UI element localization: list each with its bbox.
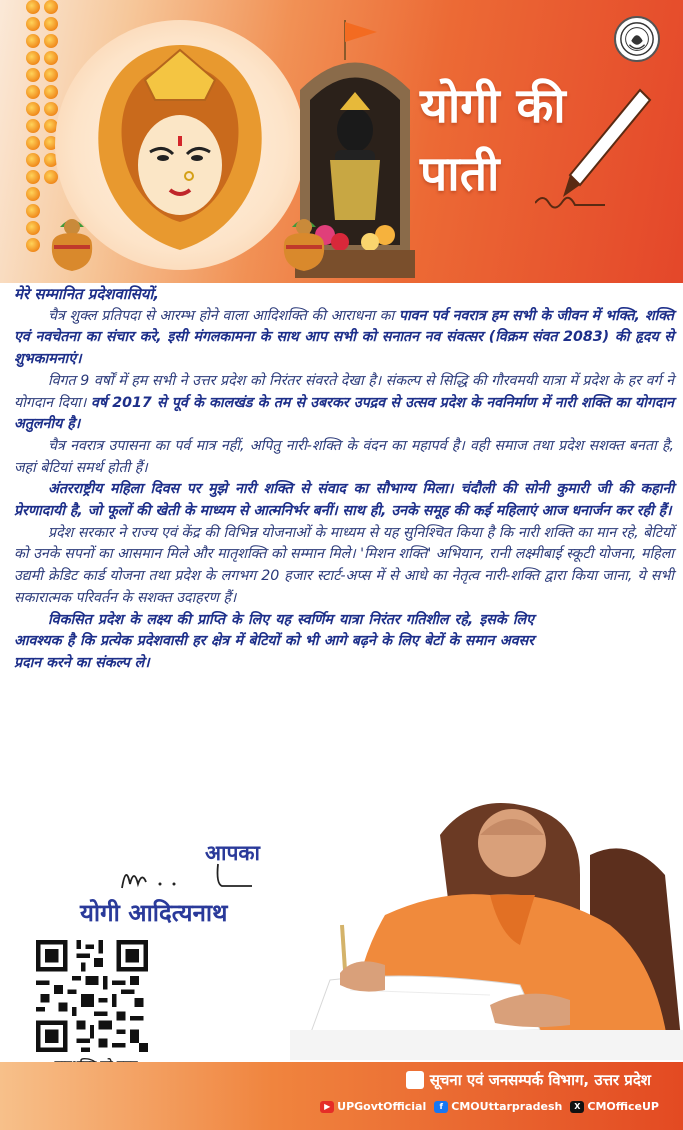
om-emblem-icon — [614, 16, 660, 62]
footer — [0, 1062, 683, 1130]
x-link[interactable] — [570, 1100, 659, 1113]
youtube-link[interactable] — [320, 1100, 426, 1113]
paragraph-2-highlight: वर्ष 2017 से पूर्व के कालखंड के तम से उबरकर उपद्रव से उत्सव प्रदेश के नवनिर्माण में नारी शक्ति का योगदान अतुलनीय है। — [14, 394, 675, 433]
paragraph-2 — [14, 371, 674, 436]
youtube-handle: UPGovtOfficial — [337, 1100, 427, 1113]
banner-header — [0, 0, 683, 283]
title-line-1: योगी की — [420, 78, 566, 134]
x-icon: X — [570, 1101, 584, 1113]
social-links — [320, 1100, 659, 1113]
title-line-2: पाती — [420, 146, 500, 202]
chief-minister-writing-photo — [290, 795, 683, 1060]
paragraph-3: चैत्र नवरात्र उपासना का पर्व मात्र नहीं, अपितु नारी-शक्ति के वंदन का महापर्व है। वही समाज तथा प्रदेश सशक्त बनता है, जहां बेटियां समर्थ होती हैं। — [14, 437, 674, 476]
qr-code[interactable] — [36, 940, 148, 1052]
facebook-link[interactable] — [434, 1100, 562, 1113]
department-credit — [406, 1070, 651, 1090]
closing: आपका — [205, 841, 260, 865]
pen-icon — [535, 85, 655, 215]
kalash-icon — [274, 215, 334, 275]
paragraph-4: अंतरराष्ट्रीय महिला दिवस पर मुझे नारी शक्ति से संवाद का सौभाग्य मिला। चंदौली की सोनी कुमारी जी की कहानी प्रेरणादायी है, जो फूलों की खेती के माध्यम से आत्मनिर्भर बनीं। साथ ही, उनके समूह की कई महिलाएं आज धनार्जन कर रही हैं। — [14, 481, 674, 520]
paragraph-5: प्रदेश सरकार ने राज्य एवं केंद्र की विभिन्न योजनाओं के माध्यम से यह सुनिश्चित किया है कि नारी शक्ति का मान रहे, बेटियों को उनके सपनों का आसमान मिले और मातृशक्ति को सम्मान मिले। 'मिशन शक्ति' अभियान, रानी लक्ष्मीबाई स्कूटी योजना, महिला उद्यमी क्रेडिट कार्ड योजना तथा प्रदेश के लगभग 20 हजार स्टार्ट-अप्स में से आधे का नेतृत्व नारी-शक्ति द्वारा किया जाना, ये सभी सकारात्मक परिवर्तन के सशक्त उदाहरण हैं। — [14, 524, 674, 606]
paragraph-6: विकसित प्रदेश के लक्ष्य की प्राप्ति के लिए यह स्वर्णिम यात्रा निरंतर गतिशील रहे, इसके लिए आवश्यक है कि प्रत्येक प्रदेशवासी हर क्षेत्र में बेटियों को भी आगे बढ़ने के लिए बेटों के समान अवसर प्रदान करने का संकल्प ले। — [14, 611, 534, 671]
salutation: मेरे सम्मानित प्रदेशवासियों, — [14, 285, 160, 303]
kalash-icon — [42, 215, 102, 275]
paragraph-2-start: विगत 9 वर्षों में हम सभी ने उत्तर प्रदेश को निरंतर संवरते देखा है। संकल्प से सिद्धि की गौरवमयी यात्रा में प्रदेश के हर वर्ग ने योगदान दिया। — [14, 372, 674, 411]
facebook-handle: CMOUttarpradesh — [451, 1100, 563, 1113]
paragraph-1-start: चैत्र शुक्ल प्रतिपदा से आरम्भ होने वाला आदिशक्ति की आराधना का — [48, 307, 399, 324]
dept-logo-icon — [406, 1071, 424, 1089]
paragraph-1 — [14, 306, 674, 371]
goddess-durga-image — [85, 40, 275, 255]
marigold-garland — [26, 0, 40, 270]
facebook-icon: f — [434, 1101, 448, 1113]
letter-body — [14, 284, 674, 675]
x-handle: CMOfficeUP — [587, 1100, 659, 1113]
signature — [118, 858, 258, 894]
department-name: सूचना एवं जनसम्पर्क विभाग, उत्तर प्रदेश — [429, 1071, 651, 1089]
paragraph-1-highlight: पावन पर्व नवरात्र हम सभी के जीवन में भक्ति, शक्ति एवं नवचेतना का संचार करे, इसी मंगलकामना के साथ आप सभी को सनातन नव संवत्सर (विक्रम संवत 2083) की हृदय से शुभकामनाएं। — [14, 307, 674, 368]
signatory-name: योगी आदित्यनाथ — [80, 899, 228, 927]
youtube-icon: ▶ — [320, 1101, 334, 1113]
